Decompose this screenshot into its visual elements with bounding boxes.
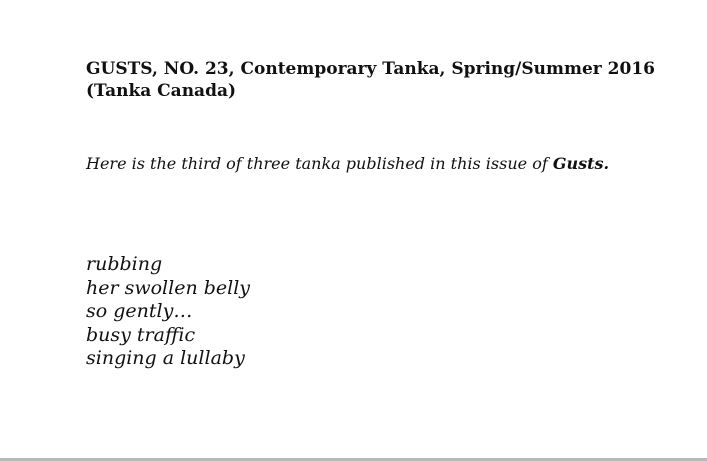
tanka-poem [86,253,486,371]
document-heading [86,58,686,102]
heading-line-publication: GUSTS, NO. 23, Contemporary Tanka, Spring/Summer 2016 [86,59,655,79]
poem-line: so gently… [86,300,193,322]
poem-line: rubbing [86,253,163,275]
poem-line: busy traffic [86,323,196,346]
publication-name: Gusts. [552,154,610,173]
heading-line-source: (Tanka Canada) [86,81,237,101]
intro-paragraph [86,153,686,175]
poem-line: singing a lullaby [86,347,245,369]
intro-text: Here is the third of three tanka published in this issue of [86,154,553,173]
poem-line: her swollen belly [86,276,251,299]
